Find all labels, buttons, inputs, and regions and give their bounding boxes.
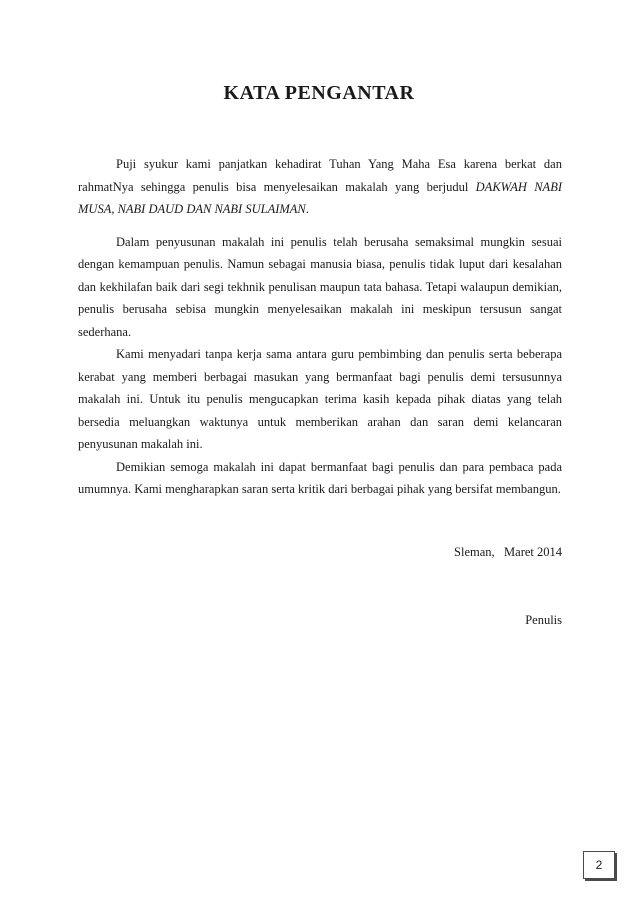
signature-author: Penulis bbox=[525, 613, 562, 627]
signature-place-date: Sleman, Maret 2014 bbox=[454, 545, 562, 559]
paragraph-2: Dalam penyusunan makalah ini penulis telah berusaha semaksimal mungkin sesuai dengan kemampuan penulis. Namun sebagai manusia biasa, penulis tidak luput dari kesalahan dan kekhilafan baik dari segi tekhnik penulisan maupun tata bahasa. Tetapi walaupun demikian, penulis berusaha sebisa mungkin menyelesaikan makalah ini meskipun tersusun sangat sederhana. bbox=[78, 234, 562, 339]
paragraph-1-text: Puji syukur kami panjatkan kehadirat Tuhan Yang Maha Esa karena berkat dan rahmatNya sehingga penulis bisa menyelesaikan makalah yang berjudul bbox=[78, 157, 562, 194]
paragraph-1-end: . bbox=[305, 202, 309, 216]
paragraph-3: Kami menyadari tanpa kerja sama antara guru pembimbing dan penulis serta beberapa kerabat yang memberi berbagai masukan yang bermanfaat bagi penulis demi tersusunnya makalah ini. Untuk itu penulis mengucapkan terima kasih kepada pihak diatas yang telah bersedia meluangkan waktunya untuk memberikan arahan dan saran demi kelancaran penyusunan makalah ini. bbox=[78, 347, 562, 451]
page-number-box bbox=[583, 851, 615, 879]
paragraph-4: Demikian semoga makalah ini dapat bermanfaat bagi penulis dan para pembaca pada umumnya. Kami mengharapkan saran serta kritik dari berbagai pihak yang bersifat membangun. bbox=[78, 459, 562, 496]
page-title: KATA PENGANTAR bbox=[223, 82, 415, 104]
page-number: 2 bbox=[595, 858, 603, 872]
paragraph-1-italic-title: DAKWAH NABI MUSA, NABI DAUD DAN NABI SULAIMAN bbox=[78, 179, 562, 216]
document-body bbox=[78, 153, 562, 501]
paragraph-1 bbox=[78, 153, 562, 221]
